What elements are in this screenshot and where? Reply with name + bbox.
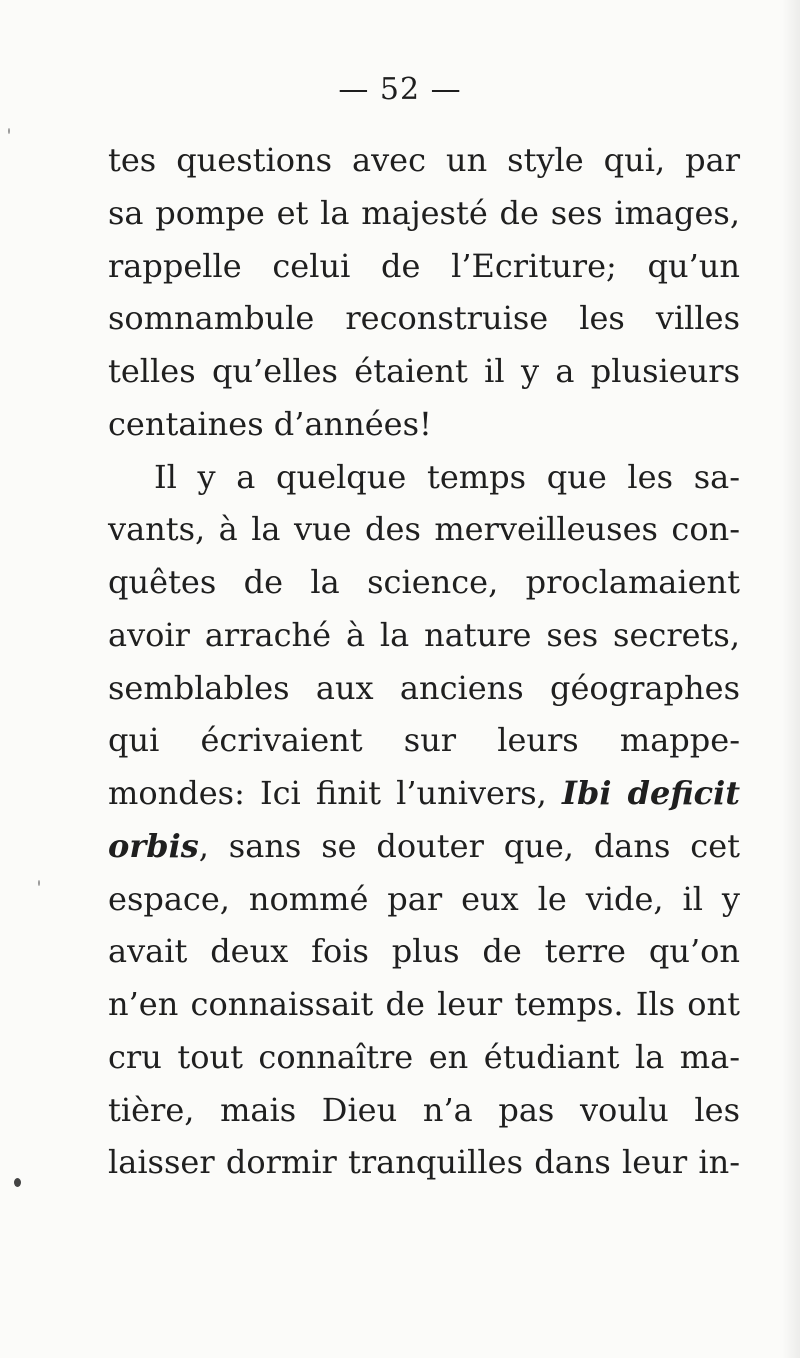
text-line: avoir arraché à la nature ses secrets, [108,615,740,654]
text-line: telles qu’elles étaient il y a plusieurs [108,352,740,390]
text-line: cru tout connaître en étudiant la ma- [108,1037,740,1076]
text-run: mondes: Ici finit l’univers, [108,774,547,812]
text-line: sa pompe et la majesté de ses images, [108,193,740,232]
italic-latin-word: orbis [108,826,199,865]
ink-speck [14,1178,21,1187]
text-line: tes questions avec un style qui, par [108,141,740,179]
ink-speck [8,128,10,134]
text-line-with-italic [108,767,740,820]
text-line: somnambule reconstruise les villes [108,299,740,338]
text-line: espace, nommé par eux le vide, il y [108,879,740,918]
text-line: quêtes de la science, proclamaient [108,563,740,601]
text-run: , sans se douter que, dans cet [198,826,740,865]
text-line: laisser dormir tranquilles dans leur in- [108,1143,740,1182]
page-number: — 52 — [338,72,462,107]
text-line: semblables aux anciens géographes [108,668,740,707]
text-line: avait deux fois plus de terre qu’on [108,932,740,971]
italic-latin-phrase: Ibi deficit [562,774,741,812]
text-line: tière, mais Dieu n’a pas voulu les [108,1090,740,1129]
page-edge-shadow [782,0,800,1358]
text-line: rappelle celui de l’Ecriture; qu’un [108,246,740,285]
text-line: vants, à la vue des merveilleuses con- [108,510,740,549]
text-line: n’en connaissait de leur temps. Ils ont [108,985,740,1023]
paragraph-first-line: Il y a quelque temps que les sa- [154,457,740,496]
text-line: qui écrivaient sur leurs mappe- [108,721,740,760]
ink-speck [38,880,40,886]
body-text [108,134,740,1189]
text-line-with-italic [108,820,740,873]
text-line: centaines d’années! [108,404,432,443]
